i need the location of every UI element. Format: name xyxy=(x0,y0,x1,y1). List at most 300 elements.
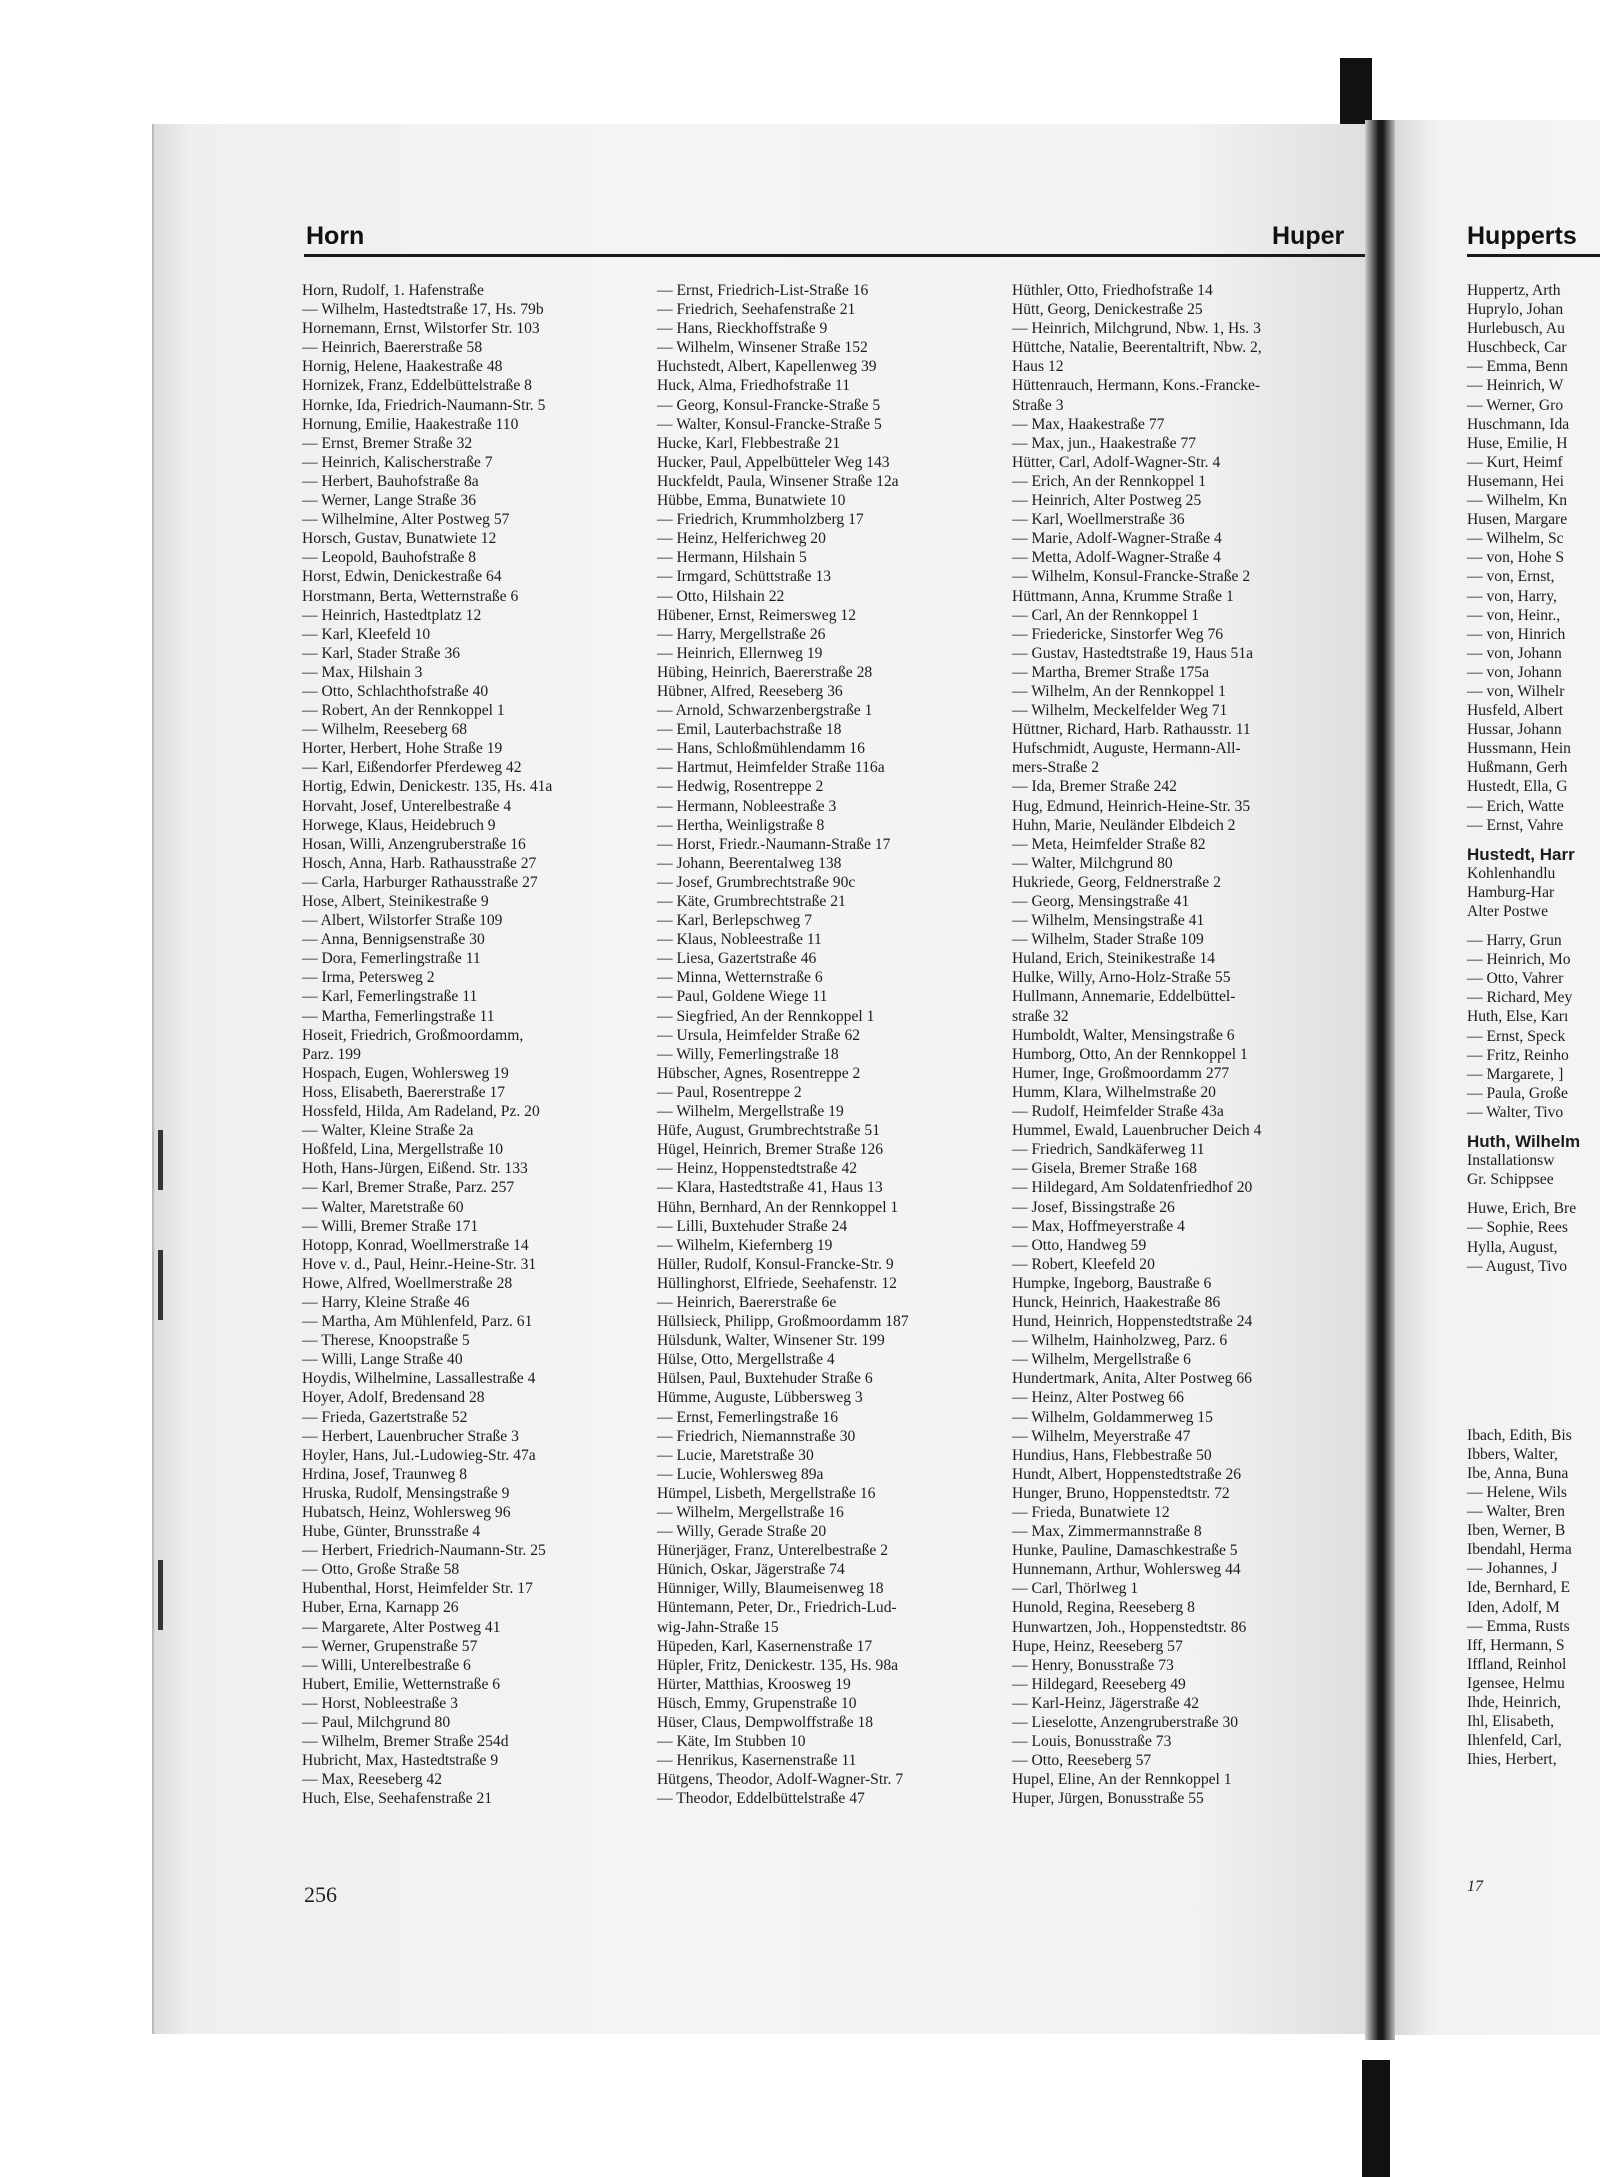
directory-entry: — Anna, Bennigsenstraße 30 xyxy=(302,931,485,949)
directory-entry: Hylla, August, xyxy=(1467,1238,1558,1256)
directory-entry: Hügel, Heinrich, Bremer Straße 126 xyxy=(657,1141,884,1159)
book-gutter xyxy=(1365,120,1395,2040)
directory-entry: Horvaht, Josef, Unterelbestraße 4 xyxy=(302,797,512,815)
directory-entry: Huck, Alma, Friedhofstraße 11 xyxy=(657,377,851,395)
directory-entry: — Liesa, Gazertstraße 46 xyxy=(657,950,817,968)
directory-entry: Horsch, Gustav, Bunatwiete 12 xyxy=(302,530,497,548)
directory-entry: Hüllsieck, Philipp, Großmoordamm 187 xyxy=(657,1313,909,1331)
directory-entry: Hospach, Eugen, Wohlersweg 19 xyxy=(302,1064,509,1082)
directory-entry: — Carla, Harburger Rathausstraße 27 xyxy=(302,873,538,891)
directory-entry: — Friedrich, Sandkäferweg 11 xyxy=(1012,1141,1205,1159)
entry-column-2 xyxy=(657,281,909,1809)
directory-entry: Hüttner, Richard, Harb. Rathausstr. 11 xyxy=(1012,721,1251,739)
directory-entry: — Frieda, Gazertstraße 52 xyxy=(302,1408,468,1426)
directory-entry: — Harry, Kleine Straße 46 xyxy=(302,1293,470,1311)
edge-mark xyxy=(158,1250,163,1320)
directory-entry: Huwe, Erich, Bre xyxy=(1467,1200,1577,1218)
directory-entry: — Georg, Konsul-Francke-Straße 5 xyxy=(657,396,881,414)
directory-entry: — Heinrich, W xyxy=(1467,377,1564,395)
directory-entry: — Friedericke, Sinstorfer Weg 76 xyxy=(1012,625,1224,643)
directory-entry: Hüttenrauch, Hermann, Kons.-Francke- xyxy=(1012,377,1261,395)
directory-entry: — Horst, Nobleestraße 3 xyxy=(302,1694,458,1712)
directory-entry: Hubricht, Max, Hastedtstraße 9 xyxy=(302,1752,499,1770)
directory-entry: Hukriede, Georg, Feldnerstraße 2 xyxy=(1012,873,1221,891)
directory-entry: Hüpler, Fritz, Denickestr. 135, Hs. 98a xyxy=(657,1656,899,1674)
directory-entry: straße 32 xyxy=(1012,1007,1069,1025)
directory-entry: Hornizek, Franz, Eddelbüttelstraße 8 xyxy=(302,377,532,395)
directory-entry: — Wilhelm, An der Rennkoppel 1 xyxy=(1012,682,1226,700)
directory-entry: — Heinrich, Baererstraße 6e xyxy=(657,1293,837,1311)
directory-entry: — Margarete, Alter Postweg 41 xyxy=(302,1618,501,1636)
directory-entry: Hunwartzen, Joh., Hoppenstedtstr. 86 xyxy=(1012,1618,1247,1636)
page-number: 256 xyxy=(304,1882,337,1907)
directory-entry: — Ursula, Heimfelder Straße 62 xyxy=(657,1026,861,1044)
directory-entry: — Robert, Kleefeld 20 xyxy=(1012,1255,1155,1273)
directory-entry: Hüllinghorst, Elfriede, Seehafenstr. 12 xyxy=(657,1274,897,1292)
directory-entry: — Max, Hoffmeyerstraße 4 xyxy=(1012,1217,1185,1235)
directory-entry: Hußmann, Gerh xyxy=(1467,759,1568,777)
directory-entry: — Martha, Bremer Straße 175a xyxy=(1012,663,1210,681)
directory-entry: Huckfeldt, Paula, Winsener Straße 12a xyxy=(657,472,899,490)
directory-entry: — Lucie, Wohlersweg 89a xyxy=(657,1465,824,1483)
spacer xyxy=(1467,1122,1580,1132)
directory-entry: Huch, Else, Seehafenstraße 21 xyxy=(302,1790,493,1808)
directory-entry: — Gustav, Hastedtstraße 19, Haus 51a xyxy=(1012,644,1254,662)
directory-entry: — Wilhelm, Hastedtstraße 17, Hs. 79b xyxy=(302,301,544,319)
directory-entry: — Ernst, Femerlingstraße 16 xyxy=(657,1408,839,1426)
directory-entry: — Paul, Milchgrund 80 xyxy=(302,1714,451,1732)
directory-entry: — Johannes, J xyxy=(1467,1560,1558,1578)
directory-entry: — Wilhelm, Sc xyxy=(1467,530,1564,548)
directory-entry: — Dora, Femerlingstraße 11 xyxy=(302,950,481,968)
directory-entry: — Marie, Adolf-Wagner-Straße 4 xyxy=(1012,530,1222,548)
directory-entry: — Ernst, Speck xyxy=(1467,1027,1566,1045)
directory-entry: — Käte, Grumbrechtstraße 21 xyxy=(657,893,846,910)
directory-entry: — Ida, Bremer Straße 242 xyxy=(1012,778,1177,796)
advert-line: Hamburg-Har xyxy=(1467,883,1555,901)
directory-entry: — Herbert, Friedrich-Naumann-Str. 25 xyxy=(302,1542,546,1560)
directory-entry: Ibbers, Walter, xyxy=(1467,1445,1558,1463)
directory-entry: — Hans, Rieckhoffstraße 9 xyxy=(657,320,828,338)
directory-entry: Huppertz, Arth xyxy=(1467,282,1561,299)
directory-entry: Hurlebusch, Au xyxy=(1467,320,1565,338)
right-header-rule xyxy=(1467,254,1600,257)
directory-entry: — Willi, Unterelbestraße 6 xyxy=(302,1656,471,1674)
directory-entry: Hund, Heinrich, Hoppenstedtstraße 24 xyxy=(1012,1313,1253,1331)
directory-entry: Hoßfeld, Lina, Mergellstraße 10 xyxy=(302,1141,504,1159)
directory-entry: — Josef, Grumbrechtstraße 90c xyxy=(657,873,856,891)
directory-entry: — Heinrich, Alter Postweg 25 xyxy=(1012,492,1202,510)
spacer xyxy=(1467,1276,1580,1426)
directory-entry: — Josef, Bissingstraße 26 xyxy=(1012,1198,1175,1216)
directory-entry: Huber, Erna, Karnapp 26 xyxy=(302,1599,459,1617)
directory-entry: Hütt, Georg, Denickestraße 25 xyxy=(1012,301,1203,319)
directory-entry: Parz. 199 xyxy=(302,1045,361,1063)
directory-entry: — Richard, Mey xyxy=(1467,989,1573,1007)
directory-entry: — Walter, Bren xyxy=(1467,1503,1565,1521)
directory-entry: — Irma, Petersweg 2 xyxy=(302,969,435,987)
directory-entry: Hundius, Hans, Flebbestraße 50 xyxy=(1012,1446,1212,1464)
directory-entry: Horwege, Klaus, Heidebruch 9 xyxy=(302,816,496,834)
directory-entry: Horter, Herbert, Hohe Straße 19 xyxy=(302,740,503,758)
right-header-word: Hupperts xyxy=(1467,222,1577,250)
directory-entry: — Otto, Handweg 59 xyxy=(1012,1236,1147,1254)
directory-entry: Huper, Jürgen, Bonusstraße 55 xyxy=(1012,1790,1204,1808)
directory-entry: — Sophie, Rees xyxy=(1467,1219,1568,1237)
directory-entry: Ihlenfeld, Carl, xyxy=(1467,1732,1562,1750)
directory-entry: — von, Heinr., xyxy=(1467,606,1561,624)
directory-entry: Haus 12 xyxy=(1012,358,1064,376)
directory-entry: — Paula, Große xyxy=(1467,1084,1568,1102)
directory-entry: — Otto, Große Straße 58 xyxy=(302,1561,460,1579)
directory-entry: — Rudolf, Heimfelder Straße 43a xyxy=(1012,1103,1224,1121)
directory-entry: Hufschmidt, Auguste, Hermann-All- xyxy=(1012,740,1241,758)
directory-entry: — Wilhelm, Kn xyxy=(1467,492,1568,510)
directory-entry: Hoss, Elisabeth, Baererstraße 17 xyxy=(302,1083,506,1101)
directory-entry: Hupe, Heinz, Reeseberg 57 xyxy=(1012,1637,1183,1655)
directory-entry: Straße 3 xyxy=(1012,396,1064,414)
directory-entry: Ide, Bernhard, E xyxy=(1467,1579,1571,1597)
directory-entry: — Hermann, Nobleestraße 3 xyxy=(657,797,837,815)
directory-entry: Horn, Rudolf, 1. Hafenstraße xyxy=(302,282,484,299)
directory-entry: Husfeld, Albert xyxy=(1467,702,1564,720)
directory-entry: — Therese, Knoopstraße 5 xyxy=(302,1332,470,1350)
directory-entry: — Wilhelm, Mergellstraße 6 xyxy=(1012,1351,1191,1369)
directory-entry: — Helene, Wils xyxy=(1467,1483,1567,1501)
directory-entry: — Otto, Reeseberg 57 xyxy=(1012,1752,1152,1770)
directory-entry: — Louis, Bonusstraße 73 xyxy=(1012,1733,1172,1751)
directory-entry: Hüntemann, Peter, Dr., Friedrich-Lud- xyxy=(657,1599,897,1617)
directory-entry: — Herbert, Lauenbrucher Straße 3 xyxy=(302,1427,519,1445)
directory-entry: — Paul, Goldene Wiege 11 xyxy=(657,988,828,1006)
directory-entry: — von, Hohe S xyxy=(1467,549,1565,567)
directory-entry: Hürter, Matthias, Kroosweg 19 xyxy=(657,1675,851,1693)
directory-entry: Iffland, Reinhol xyxy=(1467,1655,1567,1673)
directory-entry: — Walter, Tivo xyxy=(1467,1103,1564,1121)
directory-entry: — Walter, Konsul-Francke-Straße 5 xyxy=(657,415,882,433)
directory-entry: Hubatsch, Heinz, Wohlersweg 96 xyxy=(302,1504,511,1521)
directory-entry: Hosch, Anna, Harb. Rathausstraße 27 xyxy=(302,854,537,872)
directory-entry: — Willy, Femerlingstraße 18 xyxy=(657,1045,839,1063)
directory-entry: — Walter, Milchgrund 80 xyxy=(1012,854,1173,872)
directory-entry: Hülsdunk, Walter, Winsener Str. 199 xyxy=(657,1332,885,1350)
directory-entry: Ibendahl, Herma xyxy=(1467,1541,1572,1559)
directory-entry: Huprylo, Johan xyxy=(1467,301,1564,319)
directory-entry: — Otto, Vahrer xyxy=(1467,970,1564,988)
directory-entry: — Theodor, Eddelbüttelstraße 47 xyxy=(657,1790,865,1808)
directory-entry: — Wilhelm, Mergellstraße 19 xyxy=(657,1103,844,1121)
directory-entry: — Karl, Woellmerstraße 36 xyxy=(1012,511,1185,529)
directory-entry: — Horst, Friedr.-Naumann-Straße 17 xyxy=(657,835,891,853)
directory-entry: — Wilhelm, Goldammerweg 15 xyxy=(1012,1408,1213,1426)
directory-entry: Hüller, Rudolf, Konsul-Francke-Str. 9 xyxy=(657,1255,894,1273)
right-entry-column xyxy=(1467,281,1580,1769)
directory-entry: — Carl, Thörlweg 1 xyxy=(1012,1580,1139,1598)
directory-entry: — Hertha, Weinligstraße 8 xyxy=(657,816,825,834)
directory-entry: — Georg, Mensingstraße 41 xyxy=(1012,893,1190,910)
directory-entry: Hoydis, Wilhelmine, Lassallestraße 4 xyxy=(302,1370,536,1388)
directory-entry: — Wilhelm, Hainholzweg, Parz. 6 xyxy=(1012,1332,1228,1350)
directory-entry: Humm, Klara, Wilhelmstraße 20 xyxy=(1012,1083,1216,1101)
directory-entry: Hoseit, Friedrich, Großmoordamm, xyxy=(302,1026,524,1044)
directory-entry: Hube, Günter, Brunsstraße 4 xyxy=(302,1523,481,1541)
directory-entry: — Wilhelm, Mergellstraße 16 xyxy=(657,1504,844,1521)
directory-entry: — Karl-Heinz, Jägerstraße 42 xyxy=(1012,1694,1200,1712)
left-page xyxy=(152,124,1372,2034)
directory-entry: — Willy, Gerade Straße 20 xyxy=(657,1523,827,1541)
directory-entry: — von, Johann xyxy=(1467,663,1562,681)
advert-line: Kohlenhandlu xyxy=(1467,864,1556,882)
directory-entry: — Harry, Mergellstraße 26 xyxy=(657,625,826,643)
directory-entry: Hunold, Regina, Reeseberg 8 xyxy=(1012,1599,1195,1617)
directory-entry: Hundertmark, Anita, Alter Postweg 66 xyxy=(1012,1370,1252,1388)
directory-entry: — Wilhelm, Kiefernberg 19 xyxy=(657,1236,833,1254)
directory-entry: Hornemann, Ernst, Wilstorfer Str. 103 xyxy=(302,320,540,338)
spacer xyxy=(1467,835,1580,845)
directory-entry: — Metta, Adolf-Wagner-Straße 4 xyxy=(1012,549,1221,567)
directory-entry: — Heinz, Alter Postweg 66 xyxy=(1012,1389,1184,1407)
directory-entry: Igensee, Helmu xyxy=(1467,1674,1565,1692)
directory-entry: Hüfe, August, Grumbrechtstraße 51 xyxy=(657,1122,881,1140)
directory-entry: — Minna, Wetternstraße 6 xyxy=(657,969,823,987)
directory-entry: — Henrikus, Kasernenstraße 11 xyxy=(657,1752,857,1770)
right-page xyxy=(1395,120,1600,2035)
directory-entry: Husen, Margare xyxy=(1467,511,1568,529)
directory-entry: Hunke, Pauline, Damaschkestraße 5 xyxy=(1012,1542,1238,1560)
directory-entry: Ibach, Edith, Bis xyxy=(1467,1426,1572,1444)
directory-entry: — Wilhelm, Meckelfelder Weg 71 xyxy=(1012,702,1228,720)
directory-entry: — Willi, Lange Straße 40 xyxy=(302,1351,463,1369)
directory-entry: Hortig, Edwin, Denickestr. 135, Hs. 41a xyxy=(302,778,553,796)
directory-entry: — Heinz, Helferichweg 20 xyxy=(657,530,826,548)
directory-entry: Ibe, Anna, Buna xyxy=(1467,1464,1569,1482)
directory-entry: Hünich, Oskar, Jägerstraße 74 xyxy=(657,1561,845,1579)
directory-entry: Hüttche, Natalie, Beerentaltrift, Nbw. 2, xyxy=(1012,339,1262,357)
directory-entry: — Otto, Hilshain 22 xyxy=(657,587,785,605)
directory-entry: — Hans, Schloßmühlendamm 16 xyxy=(657,740,865,758)
directory-entry: Hove v. d., Paul, Heinr.-Heine-Str. 31 xyxy=(302,1255,537,1273)
directory-entry: — von, Johann xyxy=(1467,644,1562,662)
directory-entry: — Otto, Schlachthofstraße 40 xyxy=(302,682,489,700)
directory-entry: — Werner, Gro xyxy=(1467,396,1564,414)
directory-entry: Hossfeld, Hilda, Am Radeland, Pz. 20 xyxy=(302,1103,540,1121)
directory-entry: — Karl, Femerlingstraße 11 xyxy=(302,988,478,1006)
directory-entry: Hupel, Eline, An der Rennkoppel 1 xyxy=(1012,1771,1232,1789)
edge-mark xyxy=(158,1560,163,1630)
directory-entry: Hübener, Ernst, Reimersweg 12 xyxy=(657,606,857,624)
directory-entry: — Lieselotte, Anzengruberstraße 30 xyxy=(1012,1714,1239,1732)
directory-entry: Iff, Hermann, S xyxy=(1467,1636,1565,1654)
directory-entry: — Emil, Lauterbachstraße 18 xyxy=(657,721,842,739)
directory-entry: — Hildegard, Am Soldatenfriedhof 20 xyxy=(1012,1179,1253,1197)
directory-entry: — Irmgard, Schüttstraße 13 xyxy=(657,568,832,586)
directory-entry: Horstmann, Berta, Wetternstraße 6 xyxy=(302,587,519,605)
directory-entry: Huth, Else, Karı xyxy=(1467,1008,1569,1026)
directory-entry: — Harry, Grun xyxy=(1467,932,1562,950)
directory-entry: — Max, Hilshain 3 xyxy=(302,663,423,681)
advert-title: Huth, Wilhelm xyxy=(1467,1132,1581,1152)
right-page-number: 17 xyxy=(1467,1878,1483,1895)
directory-entry: Humpke, Ingeborg, Baustraße 6 xyxy=(1012,1274,1212,1292)
directory-entry: Husemann, Hei xyxy=(1467,472,1565,490)
directory-entry: — Wilhelm, Stader Straße 109 xyxy=(1012,931,1204,949)
directory-entry: Hoth, Hans-Jürgen, Eißend. Str. 133 xyxy=(302,1160,528,1178)
directory-entry: Hustedt, Ella, G xyxy=(1467,778,1568,796)
directory-entry: Hornung, Emilie, Haakestraße 110 xyxy=(302,415,519,433)
directory-entry: — Wilhelm, Mensingstraße 41 xyxy=(1012,912,1205,930)
directory-entry: Howe, Alfred, Woellmerstraße 28 xyxy=(302,1274,513,1292)
directory-entry: — Karl, Stader Straße 36 xyxy=(302,644,461,662)
directory-entry: Hüsch, Emmy, Grupenstraße 10 xyxy=(657,1694,857,1712)
directory-entry: — Martha, Am Mühlenfeld, Parz. 61 xyxy=(302,1313,533,1331)
directory-entry: — Frieda, Bunatwiete 12 xyxy=(1012,1504,1170,1521)
directory-entry: — Johann, Beerentalweg 138 xyxy=(657,854,842,872)
directory-entry: — Ernst, Bremer Straße 32 xyxy=(302,434,473,452)
directory-entry: — Werner, Grupenstraße 57 xyxy=(302,1637,478,1655)
directory-entry: — Albert, Wilstorfer Straße 109 xyxy=(302,912,503,930)
spacer xyxy=(1467,1189,1580,1199)
directory-entry: — Robert, An der Rennkoppel 1 xyxy=(302,702,505,720)
advert-line: Installationsw xyxy=(1467,1152,1555,1170)
header-rule xyxy=(304,254,1366,257)
directory-entry: — Werner, Lange Straße 36 xyxy=(302,492,477,510)
directory-entry: Hübner, Alfred, Reeseberg 36 xyxy=(657,682,843,700)
directory-entry: — von, Wilhelr xyxy=(1467,682,1565,700)
directory-entry: — von, Harry, xyxy=(1467,587,1557,605)
advert-title: Hustedt, Harr xyxy=(1467,844,1575,864)
directory-entry: Hünniger, Willy, Blaumeisenweg 18 xyxy=(657,1580,884,1598)
directory-entry: mers-Straße 2 xyxy=(1012,759,1100,777)
directory-entry: — Meta, Heimfelder Straße 82 xyxy=(1012,835,1206,853)
directory-entry: — Friedrich, Seehafenstraße 21 xyxy=(657,301,856,319)
directory-entry: Hüpeden, Karl, Kasernenstraße 17 xyxy=(657,1637,873,1655)
directory-entry: — Carl, An der Rennkoppel 1 xyxy=(1012,606,1200,624)
directory-entry: — Herbert, Bauhofstraße 8a xyxy=(302,472,479,490)
directory-entry: Hunger, Bruno, Hoppenstedtstr. 72 xyxy=(1012,1484,1230,1502)
directory-entry: — Wilhelm, Meyerstraße 47 xyxy=(1012,1427,1191,1445)
directory-entry: wig-Jahn-Straße 15 xyxy=(657,1618,779,1636)
directory-entry: Ihl, Elisabeth, xyxy=(1467,1713,1555,1731)
directory-entry: — Klaus, Nobleestraße 11 xyxy=(657,931,822,949)
directory-entry: Hug, Edmund, Heinrich-Heine-Str. 35 xyxy=(1012,797,1251,815)
directory-entry: Hruska, Rudolf, Mensingstraße 9 xyxy=(302,1484,510,1502)
directory-entry: Hosan, Willi, Anzengruberstraße 16 xyxy=(302,835,526,853)
directory-entry: Hubenthal, Horst, Heimfelder Str. 17 xyxy=(302,1580,533,1598)
directory-entry: Hoyler, Hans, Jul.-Ludowieg-Str. 47a xyxy=(302,1446,536,1464)
directory-entry: — Arnold, Schwarzenbergstraße 1 xyxy=(657,702,873,720)
directory-entry: Hübscher, Agnes, Rosentreppe 2 xyxy=(657,1064,861,1082)
directory-entry: — Heinrich, Mo xyxy=(1467,951,1571,969)
directory-entry: Hornig, Helene, Haakestraße 48 xyxy=(302,358,503,376)
directory-entry: Ihies, Herbert, xyxy=(1467,1751,1557,1769)
directory-entry: — Kurt, Heimf xyxy=(1467,453,1563,471)
directory-entry: — Max, Haakestraße 77 xyxy=(1012,415,1165,433)
directory-entry: Hümpel, Lisbeth, Mergellstraße 16 xyxy=(657,1484,876,1502)
directory-entry: — Willi, Bremer Straße 171 xyxy=(302,1217,479,1235)
directory-entry: Hucker, Paul, Appelbütteler Weg 143 xyxy=(657,453,890,471)
header-left-word: Horn xyxy=(306,222,365,250)
directory-entry: Iden, Adolf, M xyxy=(1467,1598,1560,1616)
advert-line: Gr. Schippsee xyxy=(1467,1171,1554,1189)
directory-entry: Huchstedt, Albert, Kapellenweg 39 xyxy=(657,358,877,376)
directory-entry: — Emma, Rusts xyxy=(1467,1617,1570,1635)
directory-entry: Hübing, Heinrich, Baererstraße 28 xyxy=(657,663,873,681)
directory-entry: — Heinrich, Ellernweg 19 xyxy=(657,644,823,662)
directory-entry: Hümme, Auguste, Lübbersweg 3 xyxy=(657,1389,863,1407)
directory-entry: — Erich, An der Rennkoppel 1 xyxy=(1012,472,1207,490)
directory-entry: Hose, Albert, Steinikestraße 9 xyxy=(302,893,489,910)
directory-entry: — Wilhelmine, Alter Postweg 57 xyxy=(302,511,510,529)
directory-entry: Hussmann, Hein xyxy=(1467,740,1571,758)
directory-entry: Hülse, Otto, Mergellstraße 4 xyxy=(657,1351,835,1369)
directory-entry: — Karl, Eißendorfer Pferdeweg 42 xyxy=(302,759,522,777)
entry-column-3 xyxy=(1012,281,1262,1809)
directory-entry: Hütgens, Theodor, Adolf-Wagner-Str. 7 xyxy=(657,1771,904,1789)
directory-entry: — Karl, Kleefeld 10 xyxy=(302,625,431,643)
directory-entry: Hüser, Claus, Dempwolffstraße 18 xyxy=(657,1714,874,1732)
directory-entry: — Paul, Rosentreppe 2 xyxy=(657,1083,802,1101)
directory-entry: Hoyer, Adolf, Bredensand 28 xyxy=(302,1389,485,1407)
directory-entry: — August, Tivo xyxy=(1467,1257,1568,1275)
directory-entry: Hussar, Johann xyxy=(1467,721,1562,739)
directory-entry: Humborg, Otto, An der Rennkoppel 1 xyxy=(1012,1045,1248,1063)
directory-entry: — Wilhelm, Reeseberg 68 xyxy=(302,721,468,739)
directory-entry: — Klara, Hastedtstraße 41, Haus 13 xyxy=(657,1179,883,1197)
directory-entry: Hüttmann, Anna, Krumme Straße 1 xyxy=(1012,587,1234,605)
directory-entry: — Karl, Berlepschweg 7 xyxy=(657,912,813,930)
directory-entry: Hullmann, Annemarie, Eddelbüttel- xyxy=(1012,988,1236,1006)
directory-entry: — Margarete, ] xyxy=(1467,1065,1564,1083)
directory-entry: Hummel, Ewald, Lauenbrucher Deich 4 xyxy=(1012,1122,1262,1140)
directory-entry: — Max, Reeseberg 42 xyxy=(302,1771,443,1789)
directory-entry: Hrdina, Josef, Traunweg 8 xyxy=(302,1465,468,1483)
directory-entry: — Gisela, Bremer Straße 168 xyxy=(1012,1160,1197,1178)
directory-entry: Hundt, Albert, Hoppenstedtstraße 26 xyxy=(1012,1465,1242,1483)
directory-entry: Huschbeck, Car xyxy=(1467,339,1567,357)
directory-entry: Humer, Inge, Großmoordamm 277 xyxy=(1012,1064,1230,1082)
directory-entry: — Ernst, Vahre xyxy=(1467,816,1564,834)
directory-entry: — Heinz, Hoppenstedtstraße 42 xyxy=(657,1160,858,1178)
directory-entry: Ihde, Heinrich, xyxy=(1467,1694,1561,1711)
directory-entry: Hubert, Emilie, Wetternstraße 6 xyxy=(302,1675,501,1693)
directory-entry: — Max, jun., Haakestraße 77 xyxy=(1012,434,1197,452)
directory-entry: Hühn, Bernhard, An der Rennkoppel 1 xyxy=(657,1198,899,1216)
directory-entry: — Wilhelm, Konsul-Francke-Straße 2 xyxy=(1012,568,1251,586)
directory-entry: — Siegfried, An der Rennkoppel 1 xyxy=(657,1007,875,1025)
directory-entry: Hütter, Carl, Adolf-Wagner-Str. 4 xyxy=(1012,453,1221,471)
directory-entry: — Lucie, Maretstraße 30 xyxy=(657,1446,814,1464)
directory-entry: — Walter, Maretstraße 60 xyxy=(302,1198,464,1216)
directory-entry: Huse, Emilie, H xyxy=(1467,434,1568,452)
binding-clip-bottom xyxy=(1362,2060,1390,2177)
directory-entry: — Wilhelm, Winsener Straße 152 xyxy=(657,339,868,357)
directory-entry: — von, Hinrich xyxy=(1467,625,1566,643)
directory-entry: Hunnemann, Arthur, Wohlersweg 44 xyxy=(1012,1561,1241,1579)
directory-entry: — Lilli, Buxtehuder Straße 24 xyxy=(657,1217,848,1235)
directory-entry: Horst, Edwin, Denickestraße 64 xyxy=(302,568,502,586)
directory-entry: — Hildegard, Reeseberg 49 xyxy=(1012,1675,1186,1693)
directory-entry: Hüthler, Otto, Friedhofstraße 14 xyxy=(1012,282,1213,299)
directory-entry: — Friedrich, Niemannstraße 30 xyxy=(657,1427,856,1445)
directory-entry: — Fritz, Reinho xyxy=(1467,1046,1569,1064)
directory-entry: Iben, Werner, B xyxy=(1467,1522,1566,1540)
directory-entry: Huland, Erich, Steinikestraße 14 xyxy=(1012,950,1216,968)
advert-line: Alter Postwe xyxy=(1467,903,1548,920)
directory-entry: — Hermann, Hilshain 5 xyxy=(657,549,807,567)
directory-entry: — Wilhelm, Bremer Straße 254d xyxy=(302,1733,509,1751)
directory-entry: — Leopold, Bauhofstraße 8 xyxy=(302,549,477,567)
directory-entry: Humboldt, Walter, Mensingstraße 6 xyxy=(1012,1026,1235,1044)
